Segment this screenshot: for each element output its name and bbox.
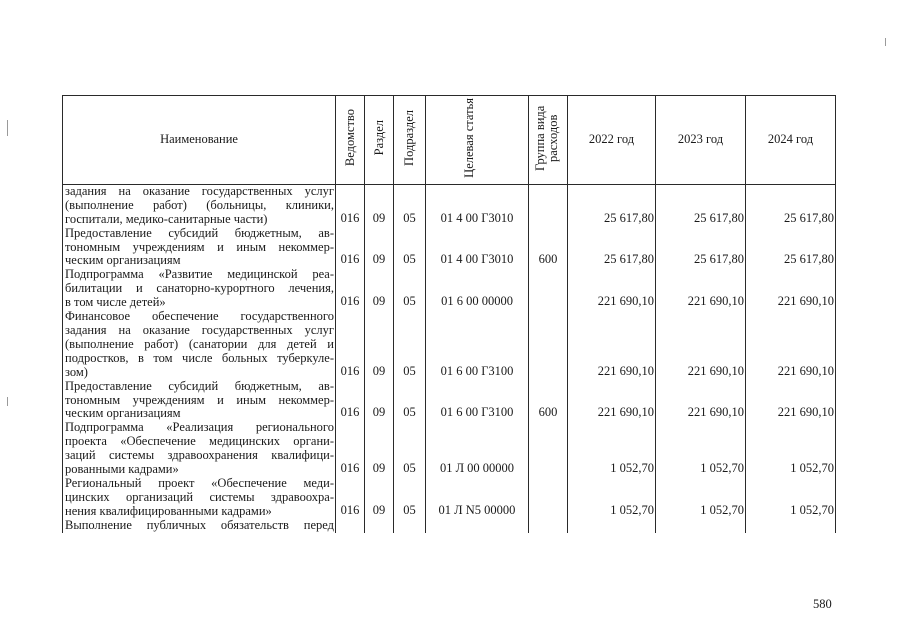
table-row	[63, 380, 836, 422]
cell-y2024: 221 690,10	[746, 268, 836, 310]
cell-y2022: 1 052,70	[568, 421, 656, 477]
row-name-line: (выполнение работ) (больницы, клиники,	[65, 197, 334, 212]
cell-subsection: 05	[394, 421, 426, 477]
cell-y2023: 221 690,10	[656, 310, 746, 380]
row-name-line: (выполнение работ) (санатории для детей и	[65, 336, 334, 351]
cell-expense-group	[529, 310, 568, 380]
cell-y2023	[656, 519, 746, 533]
cell-target-article	[426, 519, 529, 533]
row-name-cell	[63, 268, 336, 310]
header-2024: 2024 год	[746, 96, 836, 185]
cell-section	[365, 519, 394, 533]
header-section: Раздел	[365, 96, 394, 185]
row-name-line: Предоставление субсидий бюджетным, ав-	[65, 378, 334, 393]
row-name-line: тономным учреждениям и иным некоммер-	[65, 239, 334, 254]
cell-expense-group: 600	[529, 380, 568, 422]
cell-subsection: 05	[394, 184, 426, 226]
row-name-line: проекта «Обеспечение медицинских органи-	[65, 434, 334, 449]
row-name-cell	[63, 519, 336, 533]
row-name-line: подростков, в том числе больных туберкуле-	[65, 350, 334, 365]
row-name-line: Финансовое обеспечение государственного	[65, 309, 334, 324]
cell-section: 09	[365, 184, 394, 226]
cell-target-article: 01 6 00 Г3100	[426, 380, 529, 422]
table-body	[63, 184, 836, 532]
cell-y2022: 221 690,10	[568, 310, 656, 380]
page-number: 580	[813, 597, 832, 611]
cell-y2022: 25 617,80	[568, 184, 656, 226]
budget-table	[62, 95, 836, 533]
table-row	[63, 227, 836, 269]
cell-target-article: 01 4 00 Г3010	[426, 184, 529, 226]
row-name-line: рованными кадрами»	[65, 462, 179, 477]
header-name: Наименование	[63, 96, 336, 185]
scan-artifact	[7, 120, 8, 136]
cell-subsection: 05	[394, 380, 426, 422]
row-name-line: зом)	[65, 364, 88, 379]
cell-section: 09	[365, 477, 394, 519]
header-department: Ведомство	[336, 96, 365, 185]
cell-y2023: 1 052,70	[656, 477, 746, 519]
cell-subsection: 05	[394, 268, 426, 310]
row-name-cell	[63, 421, 336, 477]
cell-target-article: 01 6 00 Г3100	[426, 310, 529, 380]
row-name-line: Региональный проект «Обеспечение меди-	[65, 475, 334, 490]
row-name-cell	[63, 380, 336, 422]
cell-y2023: 25 617,80	[656, 184, 746, 226]
cell-y2024: 221 690,10	[746, 310, 836, 380]
row-name-line: Подпрограмма «Развитие медицинской реа-	[65, 267, 334, 282]
cell-y2024: 221 690,10	[746, 380, 836, 422]
cell-y2024	[746, 519, 836, 533]
cell-y2024: 25 617,80	[746, 184, 836, 226]
cell-department: 016	[336, 184, 365, 226]
cell-department	[336, 519, 365, 533]
cell-y2022: 1 052,70	[568, 477, 656, 519]
table-row	[63, 477, 836, 519]
row-name-line: задания на оказание государственных услуг	[65, 183, 334, 198]
cell-subsection: 05	[394, 310, 426, 380]
cell-y2024: 25 617,80	[746, 227, 836, 269]
cell-department: 016	[336, 227, 365, 269]
cell-target-article: 01 Л N5 00000	[426, 477, 529, 519]
table-row	[63, 519, 836, 533]
cell-y2023: 221 690,10	[656, 268, 746, 310]
cell-expense-group: 600	[529, 227, 568, 269]
cell-target-article: 01 Л 00 00000	[426, 421, 529, 477]
cell-y2024: 1 052,70	[746, 477, 836, 519]
table-header-row	[63, 96, 836, 185]
cell-y2022: 25 617,80	[568, 227, 656, 269]
cell-subsection	[394, 519, 426, 533]
header-target-article: Целевая статья	[426, 96, 529, 185]
table-row	[63, 310, 836, 380]
row-name-line: госпитали, медико-санитарные части)	[65, 211, 268, 226]
row-name-line: Выполнение публичных обязательств перед	[65, 517, 334, 532]
row-name-line: тономным учреждениям и иным некоммер-	[65, 392, 334, 407]
header-subsection: Подраздел	[394, 96, 426, 185]
cell-expense-group	[529, 477, 568, 519]
row-name-cell	[63, 310, 336, 380]
cell-expense-group	[529, 184, 568, 226]
cell-section: 09	[365, 421, 394, 477]
row-name-line: в том числе детей»	[65, 295, 166, 310]
cell-department: 016	[336, 477, 365, 519]
row-name-cell	[63, 227, 336, 269]
row-name-cell	[63, 184, 336, 226]
row-name-line: Предоставление субсидий бюджетным, ав-	[65, 225, 334, 240]
cell-department: 016	[336, 421, 365, 477]
cell-y2022: 221 690,10	[568, 268, 656, 310]
header-2023: 2023 год	[656, 96, 746, 185]
cell-subsection: 05	[394, 477, 426, 519]
cell-target-article: 01 6 00 00000	[426, 268, 529, 310]
scan-artifact	[7, 397, 8, 406]
cell-expense-group	[529, 519, 568, 533]
cell-y2024: 1 052,70	[746, 421, 836, 477]
cell-y2023: 1 052,70	[656, 421, 746, 477]
table-row	[63, 268, 836, 310]
cell-section: 09	[365, 268, 394, 310]
cell-expense-group	[529, 421, 568, 477]
row-name-line: задания на оказание государственных услуг	[65, 322, 334, 337]
row-name-line: заций системы здравоохранения квалифици-	[65, 448, 334, 463]
cell-expense-group	[529, 268, 568, 310]
cell-department: 016	[336, 268, 365, 310]
row-name-cell	[63, 477, 336, 519]
row-name-line: Подпрограмма «Реализация регионального	[65, 420, 334, 435]
row-name-line: нения квалифицированными кадрами»	[65, 503, 272, 518]
cell-department: 016	[336, 310, 365, 380]
cell-subsection: 05	[394, 227, 426, 269]
header-expense-group: Группа вида расходов	[529, 96, 568, 185]
row-name-line: ческим организациям	[65, 406, 181, 421]
header-2022: 2022 год	[568, 96, 656, 185]
cell-department: 016	[336, 380, 365, 422]
cell-section: 09	[365, 310, 394, 380]
cell-section: 09	[365, 227, 394, 269]
cell-y2023: 25 617,80	[656, 227, 746, 269]
scan-artifact	[885, 38, 886, 46]
cell-target-article: 01 4 00 Г3010	[426, 227, 529, 269]
cell-y2022	[568, 519, 656, 533]
table-row	[63, 184, 836, 226]
cell-y2022: 221 690,10	[568, 380, 656, 422]
row-name-line: цинских организаций системы здравоохра-	[65, 489, 334, 504]
row-name-line: билитации и санаторно-курортного лечения,	[65, 281, 334, 296]
cell-section: 09	[365, 380, 394, 422]
row-name-line: ческим организациям	[65, 253, 181, 268]
cell-y2023: 221 690,10	[656, 380, 746, 422]
table-row	[63, 421, 836, 477]
